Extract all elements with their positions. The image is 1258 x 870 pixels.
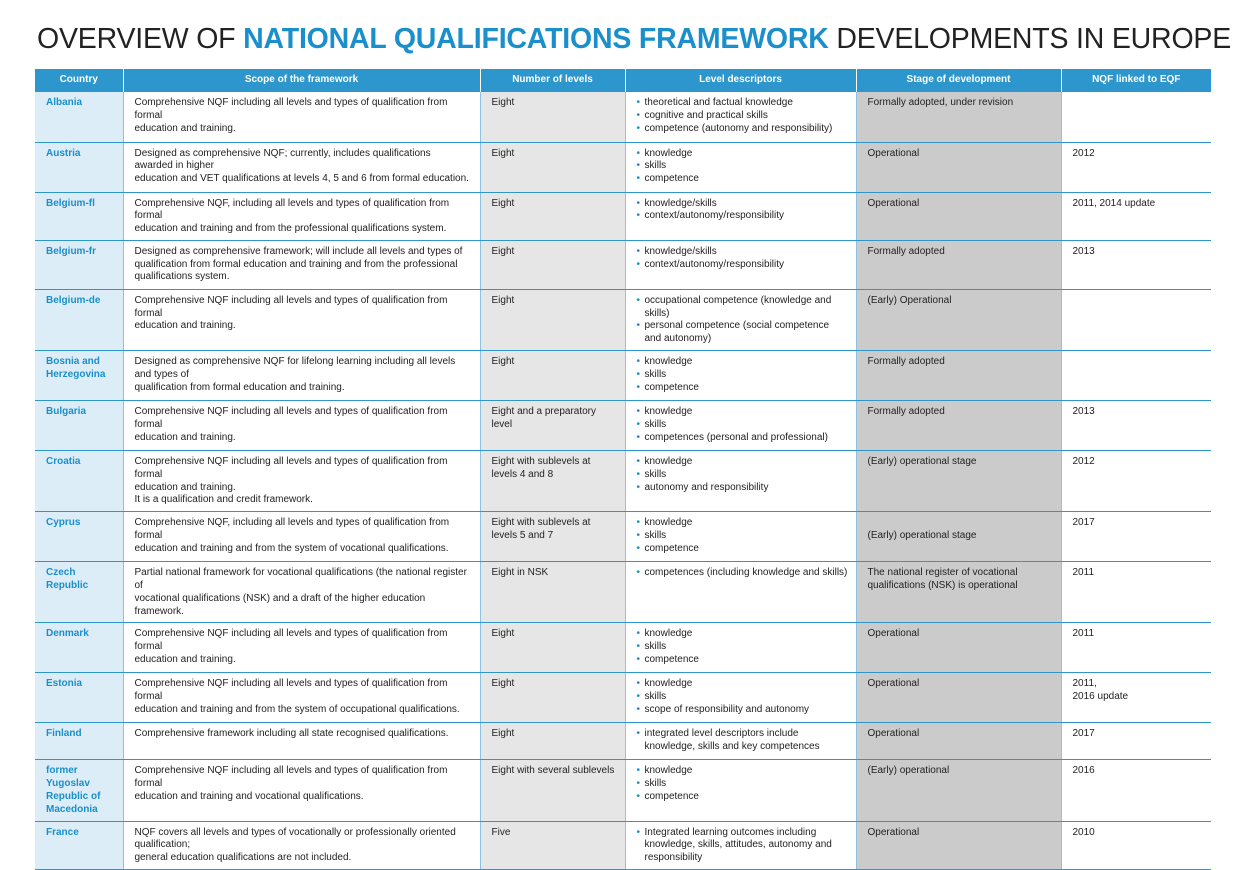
levels-cell-text: Eight xyxy=(491,728,515,740)
scope-cell-text: Comprehensive NQF including all levels and types of qualification from formal education and training. xyxy=(134,628,448,666)
descriptor-item: • competence xyxy=(637,654,848,667)
country-cell xyxy=(35,401,123,451)
stage-cell-text: Operational xyxy=(867,147,920,159)
eqf-link-cell xyxy=(1061,723,1211,760)
scope-cell-text: Comprehensive NQF including all levels and types of qualification from formal education and training and from the system of occupational qualifications. xyxy=(134,678,460,716)
levels-cell-text: Eight in NSK xyxy=(491,567,549,579)
eqf-link-cell xyxy=(1061,401,1211,451)
column-header-country: Country xyxy=(35,69,123,92)
descriptor-item: • competence xyxy=(637,382,848,395)
levels-cell-text: Eight with several sublevels xyxy=(491,765,615,777)
levels-cell xyxy=(480,723,625,760)
eqf-link-cell xyxy=(1061,562,1211,623)
eqf-link-cell-text: 2013 xyxy=(1072,245,1095,257)
descriptor-item: • skills xyxy=(637,469,848,482)
descriptor-item: • skills xyxy=(637,419,848,432)
scope-cell xyxy=(123,673,480,723)
levels-cell xyxy=(480,673,625,723)
country-cell xyxy=(35,240,123,289)
table-row xyxy=(35,760,1211,821)
nqf-overview-table xyxy=(35,69,1211,870)
eqf-link-cell xyxy=(1061,192,1211,240)
scope-cell xyxy=(123,142,480,192)
descriptor-item: • skills xyxy=(637,160,848,173)
scope-cell xyxy=(123,723,480,760)
table-row xyxy=(35,401,1211,451)
table-row xyxy=(35,451,1211,512)
descriptor-list xyxy=(637,456,848,494)
country-cell xyxy=(35,451,123,512)
column-header-eqf-link: NQF linked to EQF xyxy=(1061,69,1211,92)
descriptors-cell xyxy=(625,451,856,512)
country-cell-text: Belgium-de xyxy=(46,294,101,306)
stage-cell-text: (Early) operational xyxy=(867,765,950,777)
country-cell-text: Belgium-fr xyxy=(46,245,96,257)
eqf-link-cell xyxy=(1061,451,1211,512)
descriptor-item: • knowledge xyxy=(637,765,848,778)
levels-cell-text: Eight with sublevels at levels 4 and 8 xyxy=(491,456,591,480)
table-row xyxy=(35,623,1211,673)
descriptor-item: • competence xyxy=(637,543,848,556)
descriptor-item: • context/autonomy/responsibility xyxy=(637,210,848,223)
stage-cell-text: (Early) Operational xyxy=(867,294,952,306)
descriptor-item: • context/autonomy/responsibility xyxy=(637,259,848,272)
levels-cell xyxy=(480,142,625,192)
scope-cell xyxy=(123,512,480,562)
table-header-row xyxy=(35,69,1211,92)
stage-cell xyxy=(856,351,1061,401)
descriptor-item: • autonomy and responsibility xyxy=(637,482,848,495)
stage-cell-text: (Early) operational stage xyxy=(867,530,977,542)
descriptor-list xyxy=(637,97,848,135)
descriptor-list xyxy=(637,827,848,865)
stage-cell-text: Formally adopted xyxy=(867,356,945,368)
descriptor-item: • competence xyxy=(637,791,848,804)
descriptor-item: • scope of responsibility and autonomy xyxy=(637,704,848,717)
descriptor-item: • knowledge/skills xyxy=(637,246,848,259)
descriptor-item: • skills xyxy=(637,691,848,704)
levels-cell xyxy=(480,192,625,240)
levels-cell xyxy=(480,92,625,142)
scope-cell-text: Comprehensive NQF including all levels and types of qualification from formal education and training. xyxy=(134,97,448,134)
stage-cell xyxy=(856,760,1061,821)
descriptor-item: • knowledge xyxy=(637,356,848,369)
table-row xyxy=(35,289,1211,350)
descriptor-item: • Integrated learning outcomes including knowledge, skills, attitudes, autonomy and responsibility xyxy=(637,827,848,865)
eqf-link-cell xyxy=(1061,673,1211,723)
levels-cell xyxy=(480,351,625,401)
descriptor-item: • cognitive and practical skills xyxy=(637,110,848,123)
descriptor-item: • skills xyxy=(637,641,848,654)
levels-cell-text: Eight xyxy=(491,147,515,159)
table-row xyxy=(35,512,1211,562)
country-cell xyxy=(35,723,123,760)
scope-cell-text: Designed as comprehensive NQF; currently, includes qualifications awarded in higher education and VET qualifications at levels 4, 5 and 6 from formal education. xyxy=(134,147,469,185)
descriptor-item: • competence xyxy=(637,173,848,186)
scope-cell-text: Comprehensive NQF including all levels and types of qualification from formal education and training and vocational qualifications. xyxy=(134,765,448,803)
table-row xyxy=(35,192,1211,240)
eqf-link-cell xyxy=(1061,142,1211,192)
stage-cell-text: Operational xyxy=(867,678,920,690)
descriptors-cell xyxy=(625,512,856,562)
table-row xyxy=(35,351,1211,401)
descriptors-cell xyxy=(625,142,856,192)
eqf-link-cell xyxy=(1061,240,1211,289)
country-cell-text: Czech Republic xyxy=(46,567,89,592)
scope-cell xyxy=(123,623,480,673)
stage-cell xyxy=(856,673,1061,723)
stage-cell xyxy=(856,512,1061,562)
table-row xyxy=(35,142,1211,192)
levels-cell xyxy=(480,240,625,289)
descriptor-item: • knowledge xyxy=(637,517,848,530)
country-cell-text: former Yugoslav Republic of Macedonia xyxy=(46,765,101,815)
country-cell-text: Austria xyxy=(46,147,81,159)
scope-cell xyxy=(123,192,480,240)
scope-cell xyxy=(123,240,480,289)
scope-cell xyxy=(123,451,480,512)
scope-cell xyxy=(123,401,480,451)
scope-cell-text: NQF covers all levels and types of vocationally or professionally oriented qualification; general education qualifications are not included. xyxy=(134,826,456,864)
stage-cell xyxy=(856,821,1061,869)
descriptor-list xyxy=(637,678,848,716)
levels-cell xyxy=(480,401,625,451)
descriptors-cell xyxy=(625,401,856,451)
title-suffix: DEVELOPMENTS IN EUROPE xyxy=(828,23,1232,55)
descriptor-item: • knowledge xyxy=(637,148,848,161)
country-cell xyxy=(35,142,123,192)
stage-cell-text: Formally adopted, under revision xyxy=(867,97,1014,108)
table-row xyxy=(35,240,1211,289)
scope-cell-text: Comprehensive NQF including all levels and types of qualification from formal education and training. xyxy=(134,294,448,332)
scope-cell-text: Partial national framework for vocational qualifications (the national register of vocational qualifications (NSK) and a draft of the higher education framework. xyxy=(134,567,467,617)
stage-cell xyxy=(856,562,1061,623)
stage-cell xyxy=(856,142,1061,192)
scope-cell-text: Comprehensive NQF, including all levels and types of qualification from formal education and training and from the system of vocational qualifications. xyxy=(134,517,450,554)
stage-cell-text: Operational xyxy=(867,197,920,209)
country-cell xyxy=(35,562,123,623)
levels-cell xyxy=(480,512,625,562)
eqf-link-cell-text: 2011 xyxy=(1072,628,1095,640)
stage-cell-text: Operational xyxy=(867,628,920,640)
scope-cell xyxy=(123,351,480,401)
scope-cell xyxy=(123,92,480,142)
descriptor-list xyxy=(637,517,848,555)
country-cell xyxy=(35,512,123,562)
eqf-link-cell xyxy=(1061,289,1211,350)
stage-cell xyxy=(856,192,1061,240)
levels-cell-text: Eight xyxy=(491,628,515,640)
scope-cell-text: Comprehensive framework including all state recognised qualifications. xyxy=(134,728,449,740)
descriptor-list xyxy=(637,765,848,803)
country-cell-text: Bosnia and Herzegovina xyxy=(46,356,106,380)
levels-cell-text: Eight xyxy=(491,294,515,306)
descriptors-cell xyxy=(625,192,856,240)
stage-cell-text: The national register of vocational qualifications (NSK) is operational xyxy=(867,567,1018,592)
page-title xyxy=(37,22,1232,56)
levels-cell-text: Eight xyxy=(491,356,515,368)
descriptors-cell xyxy=(625,562,856,623)
stage-cell-text: Operational xyxy=(867,728,920,740)
country-cell-text: Albania xyxy=(46,97,83,108)
stage-cell xyxy=(856,240,1061,289)
levels-cell-text: Five xyxy=(491,826,511,838)
descriptor-item: • theoretical and factual knowledge xyxy=(637,97,848,110)
eqf-link-cell-text: 2017 xyxy=(1072,728,1095,740)
eqf-link-cell-text: 2010 xyxy=(1072,826,1095,838)
descriptor-list xyxy=(637,246,848,272)
eqf-link-cell-text: 2011, 2016 update xyxy=(1072,678,1129,703)
stage-cell-text: Operational xyxy=(867,826,920,838)
descriptor-item: • personal competence (social competence and autonomy) xyxy=(637,320,848,346)
country-cell xyxy=(35,623,123,673)
levels-cell-text: Eight xyxy=(491,97,515,108)
title-highlight: NATIONAL QUALIFICATIONS FRAMEWORK xyxy=(243,23,829,55)
descriptor-list xyxy=(637,148,848,186)
country-cell xyxy=(35,192,123,240)
country-cell-text: Croatia xyxy=(46,456,81,468)
descriptor-list xyxy=(637,628,848,666)
eqf-link-cell-text: 2011 xyxy=(1072,567,1095,579)
table-row xyxy=(35,92,1211,142)
descriptor-item: • knowledge/skills xyxy=(637,198,848,211)
scope-cell-text: Comprehensive NQF, including all levels and types of qualification from formal education and training and from the professional qualifications system. xyxy=(134,197,450,235)
scope-cell xyxy=(123,821,480,869)
descriptors-cell xyxy=(625,723,856,760)
descriptors-cell xyxy=(625,351,856,401)
scope-cell xyxy=(123,562,480,623)
country-cell-text: Bulgaria xyxy=(46,406,87,418)
country-cell-text: Belgium-fl xyxy=(46,197,95,209)
stage-cell xyxy=(856,92,1061,142)
descriptor-item: • occupational competence (knowledge and skills) xyxy=(637,295,848,321)
column-header-scope: Scope of the framework xyxy=(123,69,480,92)
levels-cell-text: Eight and a preparatory level xyxy=(491,406,597,430)
stage-cell xyxy=(856,401,1061,451)
eqf-link-cell xyxy=(1061,760,1211,821)
eqf-link-cell-text: 2012 xyxy=(1072,147,1095,159)
eqf-link-cell-text: 2017 xyxy=(1072,517,1095,529)
descriptor-list xyxy=(637,295,848,346)
descriptor-list xyxy=(637,567,848,580)
descriptor-list xyxy=(637,728,848,754)
descriptor-item: • skills xyxy=(637,369,848,382)
eqf-link-cell-text: 2016 xyxy=(1072,765,1095,777)
eqf-link-cell-text: 2011, 2014 update xyxy=(1072,197,1156,209)
stage-cell xyxy=(856,623,1061,673)
country-cell-text: France xyxy=(46,826,79,838)
column-header-levels: Number of levels xyxy=(480,69,625,92)
descriptor-item: • competences (personal and professional) xyxy=(637,432,848,445)
descriptor-item: • competence (autonomy and responsibility) xyxy=(637,123,848,136)
descriptors-cell xyxy=(625,673,856,723)
scope-cell xyxy=(123,289,480,350)
country-cell xyxy=(35,289,123,350)
stage-cell xyxy=(856,723,1061,760)
eqf-link-cell-text: 2013 xyxy=(1072,406,1095,418)
table-body xyxy=(35,92,1211,870)
eqf-link-cell xyxy=(1061,351,1211,401)
levels-cell-text: Eight with sublevels at levels 5 and 7 xyxy=(491,517,591,542)
scope-cell-text: Comprehensive NQF including all levels and types of qualification from formal education and training. xyxy=(134,406,448,443)
stage-cell xyxy=(856,289,1061,350)
column-header-descriptors: Level descriptors xyxy=(625,69,856,92)
descriptor-item: • knowledge xyxy=(637,406,848,419)
table-row xyxy=(35,562,1211,623)
descriptor-item: • competences (including knowledge and skills) xyxy=(637,567,848,580)
scope-cell-text: Comprehensive NQF including all levels and types of qualification from formal education and training. It is a qualification and credit framework. xyxy=(134,456,448,506)
descriptor-item: • knowledge xyxy=(637,678,848,691)
eqf-link-cell xyxy=(1061,623,1211,673)
stage-cell xyxy=(856,451,1061,512)
scope-cell xyxy=(123,760,480,821)
levels-cell xyxy=(480,451,625,512)
eqf-link-cell xyxy=(1061,512,1211,562)
country-cell-text: Cyprus xyxy=(46,517,81,529)
levels-cell xyxy=(480,623,625,673)
descriptor-item: • knowledge xyxy=(637,456,848,469)
descriptors-cell xyxy=(625,289,856,350)
descriptor-item: • skills xyxy=(637,530,848,543)
levels-cell-text: Eight xyxy=(491,678,515,690)
levels-cell xyxy=(480,821,625,869)
country-cell-text: Estonia xyxy=(46,678,83,690)
levels-cell xyxy=(480,760,625,821)
column-header-stage: Stage of development xyxy=(856,69,1061,92)
levels-cell xyxy=(480,562,625,623)
stage-cell-text: (Early) operational stage xyxy=(867,456,977,468)
descriptor-item: • skills xyxy=(637,778,848,791)
country-cell xyxy=(35,821,123,869)
levels-cell-text: Eight xyxy=(491,197,515,209)
descriptor-list xyxy=(637,198,848,224)
levels-cell-text: Eight xyxy=(491,245,515,257)
table-row xyxy=(35,821,1211,869)
country-cell xyxy=(35,673,123,723)
descriptor-list xyxy=(637,356,848,394)
table-row xyxy=(35,723,1211,760)
scope-cell-text: Designed as comprehensive NQF for lifelong learning including all levels and types of qualification from formal education and training. xyxy=(134,356,456,393)
descriptors-cell xyxy=(625,760,856,821)
country-cell xyxy=(35,92,123,142)
eqf-link-cell xyxy=(1061,821,1211,869)
stage-cell-text: Formally adopted xyxy=(867,245,945,257)
descriptors-cell xyxy=(625,821,856,869)
title-prefix: OVERVIEW OF xyxy=(37,23,244,55)
eqf-link-cell-text: 2012 xyxy=(1072,456,1095,468)
table-row xyxy=(35,673,1211,723)
levels-cell xyxy=(480,289,625,350)
scope-cell-text: Designed as comprehensive framework; will include all levels and types of qualification from formal education and training and from the professional qualifications system. xyxy=(134,245,463,283)
country-cell xyxy=(35,351,123,401)
descriptors-cell xyxy=(625,240,856,289)
descriptor-item: • integrated level descriptors include knowledge, skills and key competences xyxy=(637,728,848,754)
descriptors-cell xyxy=(625,623,856,673)
eqf-link-cell xyxy=(1061,92,1211,142)
descriptors-cell xyxy=(625,92,856,142)
country-cell-text: Denmark xyxy=(46,628,89,640)
stage-cell-text: Formally adopted xyxy=(867,406,945,418)
descriptor-item: • knowledge xyxy=(637,628,848,641)
descriptor-list xyxy=(637,406,848,444)
country-cell xyxy=(35,760,123,821)
country-cell-text: Finland xyxy=(46,728,82,740)
